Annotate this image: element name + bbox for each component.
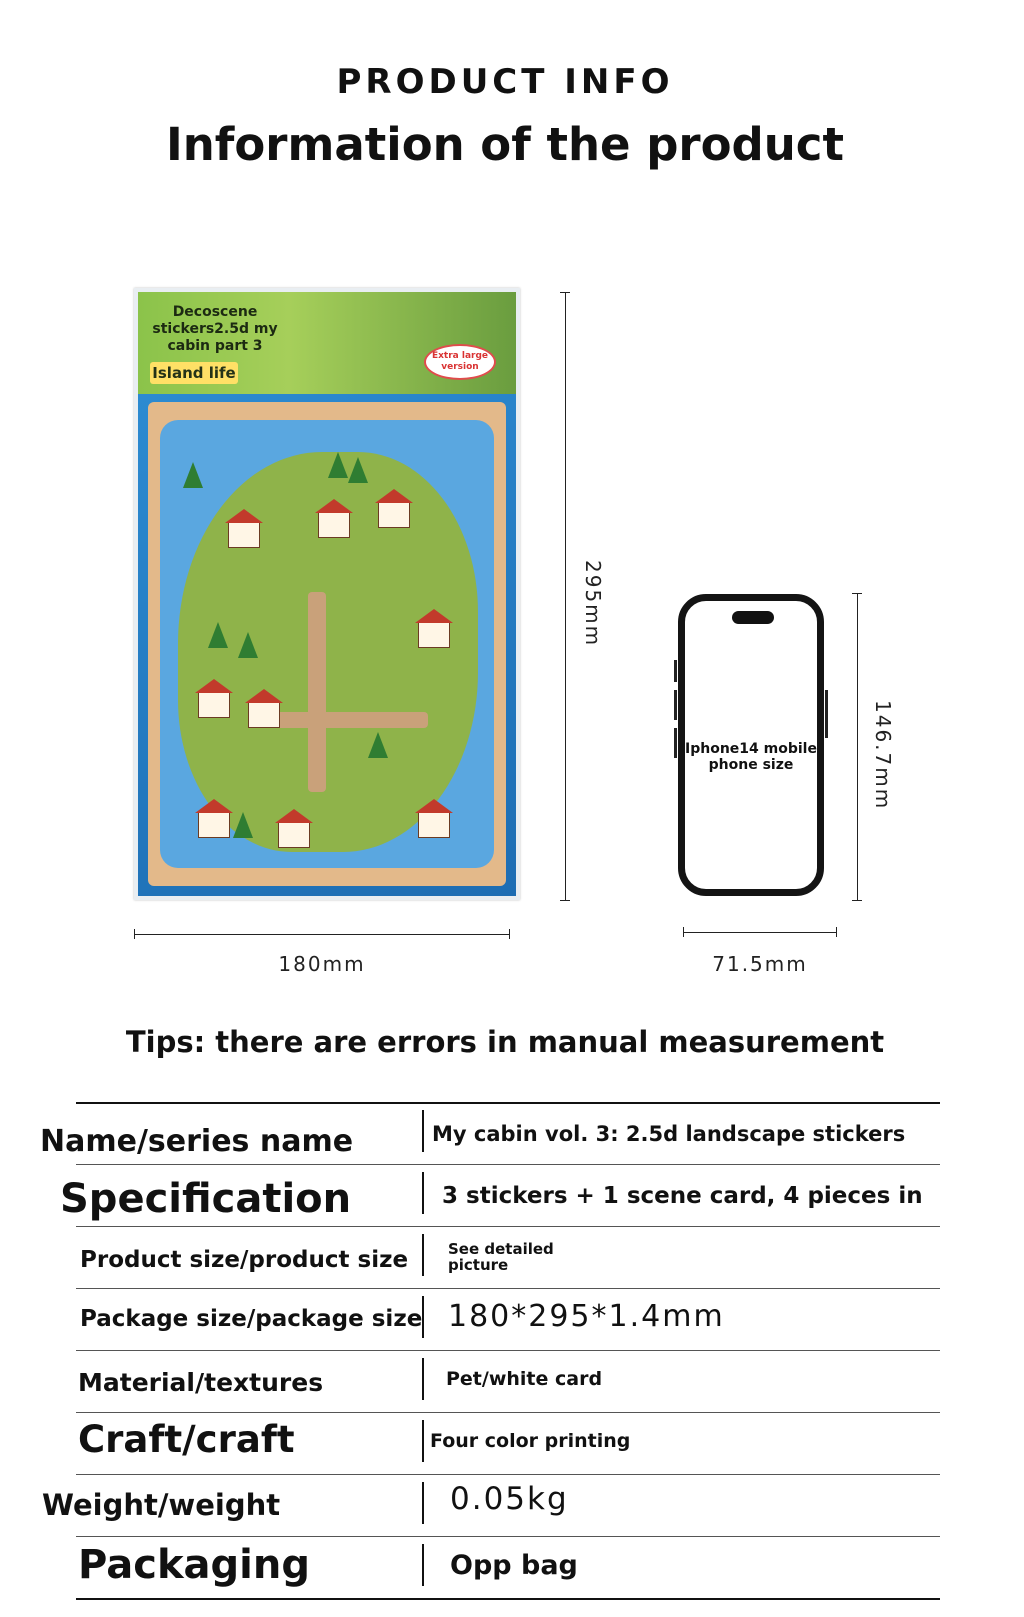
- width-dimension-line: [134, 934, 510, 935]
- sheet-artwork: [138, 292, 516, 896]
- dimension-tick: [509, 929, 510, 939]
- spec-value-material: Pet/white card: [446, 1368, 603, 1390]
- section-eyebrow: PRODUCT INFO: [336, 62, 674, 102]
- product-sticker-sheet-image: [134, 288, 520, 900]
- table-rule: [76, 1536, 940, 1537]
- column-divider: [422, 1420, 424, 1462]
- spec-label-material: Material/textures: [78, 1368, 324, 1397]
- map-house: [228, 522, 260, 548]
- spec-label-name: Name/series name: [40, 1124, 354, 1159]
- spec-value-name: My cabin vol. 3: 2.5d landscape stickers: [432, 1122, 906, 1146]
- dimension-tick: [134, 929, 135, 939]
- map-tree: [348, 457, 368, 483]
- sheet-banner: [138, 292, 516, 394]
- sheet-height-label: 295mm: [581, 560, 605, 648]
- spec-value-specification: 3 stickers + 1 scene card, 4 pieces in: [442, 1183, 923, 1209]
- sheet-width-label: 180mm: [278, 952, 366, 976]
- map-tree: [208, 622, 228, 648]
- dimension-tick: [560, 900, 570, 901]
- spec-label-weight: Weight/weight: [42, 1488, 281, 1522]
- phone-height-dimension-line: [857, 593, 858, 901]
- map-house: [198, 692, 230, 718]
- phone-side-button: [825, 690, 828, 738]
- spec-label-specification: Specification: [60, 1176, 352, 1222]
- height-dimension-line: [565, 292, 566, 901]
- map-tree: [238, 632, 258, 658]
- page-title: Information of the product: [166, 118, 844, 171]
- spec-value-craft: Four color printing: [430, 1430, 631, 1452]
- spec-label-packaging: Packaging: [78, 1542, 310, 1588]
- table-rule: [76, 1164, 940, 1165]
- dimension-tick: [683, 927, 684, 937]
- table-rule: [76, 1598, 940, 1600]
- table-rule: [76, 1226, 940, 1227]
- dimension-tick: [836, 927, 837, 937]
- dimension-tick: [852, 593, 862, 594]
- column-divider: [422, 1172, 424, 1214]
- spec-label-product-size: Product size/product size: [80, 1247, 409, 1273]
- spec-value-product-size: See detailed picture: [448, 1240, 554, 1274]
- table-rule: [76, 1412, 940, 1413]
- phone-width-label: 71.5mm: [712, 952, 808, 976]
- column-divider: [422, 1110, 424, 1152]
- sheet-banner-subtitle: Island life: [150, 362, 238, 384]
- map-house: [278, 822, 310, 848]
- spec-value-weight: 0.05kg: [450, 1481, 569, 1517]
- map-house: [248, 702, 280, 728]
- sheet-banner-title: Decoscene stickers2.5d my cabin part 3: [152, 304, 278, 354]
- phone-side-button: [674, 690, 677, 720]
- column-divider: [422, 1544, 424, 1586]
- phone-height-label: 146.7mm: [871, 700, 895, 811]
- map-house: [418, 812, 450, 838]
- map-house: [198, 812, 230, 838]
- map-tree: [183, 462, 203, 488]
- spec-value-packaging: Opp bag: [450, 1550, 578, 1581]
- sheet-banner-badge: Extra large version: [424, 344, 496, 380]
- phone-width-dimension-line: [683, 932, 837, 933]
- column-divider: [422, 1234, 424, 1276]
- column-divider: [422, 1296, 424, 1338]
- column-divider: [422, 1358, 424, 1400]
- table-rule: [76, 1474, 940, 1475]
- phone-size-label: Iphone14 mobile phone size: [685, 741, 817, 773]
- map-road: [308, 592, 326, 792]
- phone-side-button: [674, 728, 677, 758]
- map-house: [418, 622, 450, 648]
- table-rule: [76, 1102, 940, 1104]
- column-divider: [422, 1482, 424, 1524]
- iphone-outline-image: [678, 594, 824, 896]
- spec-value-package-size: 180*295*1.4mm: [448, 1299, 725, 1334]
- dimension-tick: [852, 900, 862, 901]
- phone-dynamic-island: [732, 611, 774, 624]
- table-rule: [76, 1288, 940, 1289]
- measurement-tip: Tips: there are errors in manual measurement: [125, 1025, 885, 1059]
- map-house: [318, 512, 350, 538]
- spec-label-package-size: Package size/package size: [80, 1306, 423, 1332]
- map-tree: [233, 812, 253, 838]
- map-house: [378, 502, 410, 528]
- spec-label-craft: Craft/craft: [78, 1418, 295, 1461]
- phone-side-button: [674, 660, 677, 682]
- table-rule: [76, 1350, 940, 1351]
- map-tree: [328, 452, 348, 478]
- dimension-tick: [560, 292, 570, 293]
- map-tree: [368, 732, 388, 758]
